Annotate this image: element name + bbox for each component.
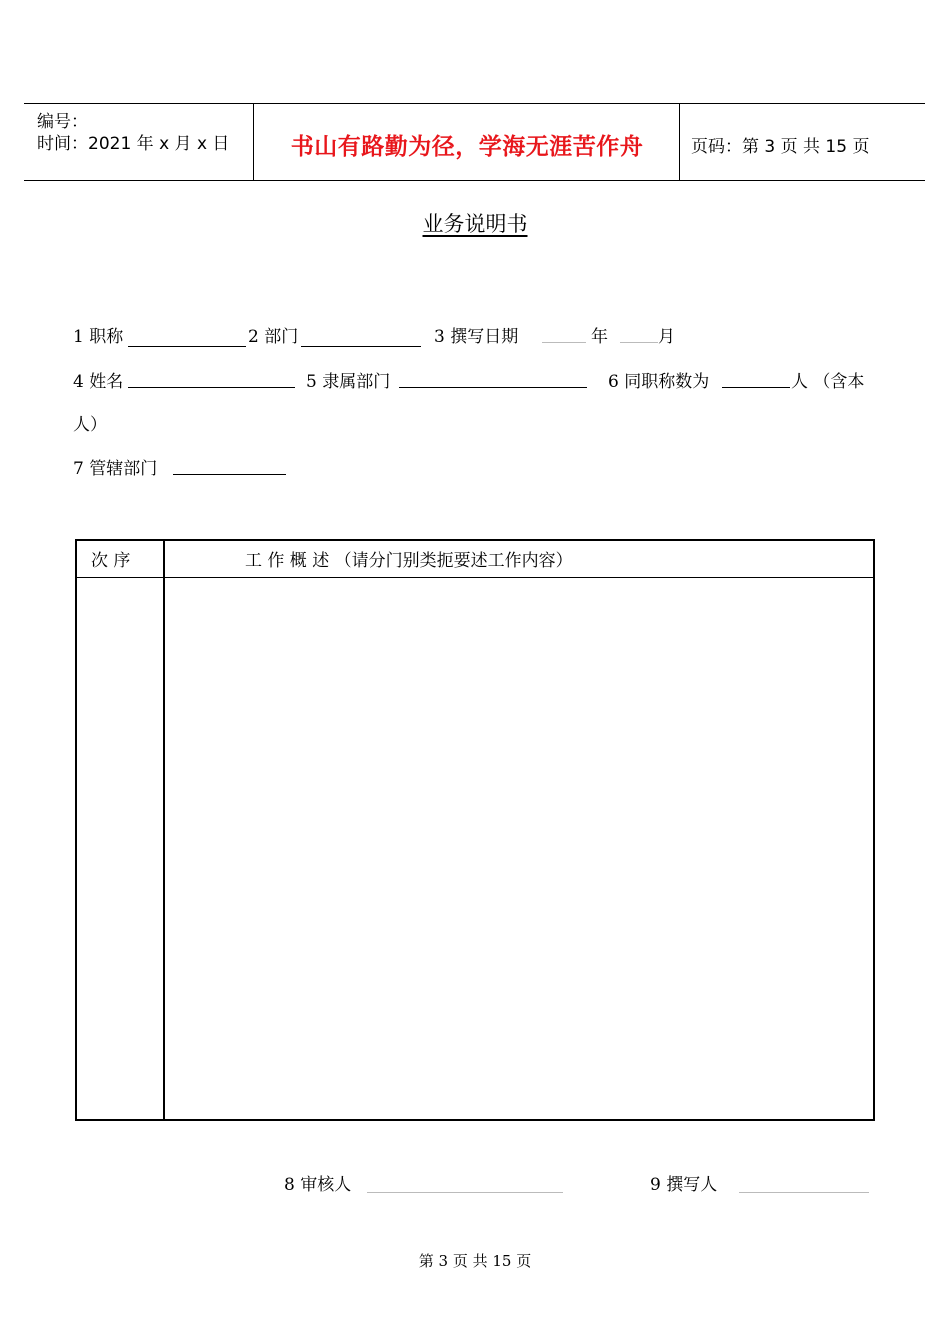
field-label-same-title-count: 6 同职称数为 — [608, 372, 710, 392]
table-cell-summary[interactable] — [165, 578, 873, 1119]
doc-time-label: 时间：2021 年 x 月 x 日 — [37, 134, 230, 154]
field-line-affiliated-department[interactable] — [399, 387, 587, 388]
field-line-name[interactable] — [128, 387, 295, 388]
field-label-managed-department: 7 管辖部门 — [73, 459, 158, 479]
field-label-people-unit: 人 （含本 — [791, 372, 865, 392]
signature-line-writer[interactable] — [739, 1192, 869, 1193]
signature-label-reviewer: 8 审核人 — [284, 1175, 352, 1195]
table-header-summary: 工 作 概 述 （请分门别类扼要述工作内容） — [245, 551, 573, 571]
header-divider-left — [253, 104, 254, 181]
field-label-title: 1 职称 — [73, 327, 124, 347]
header-bottom-rule — [24, 180, 925, 181]
header-motto: 书山有路勤为径，学海无涯苦作舟 — [290, 134, 644, 160]
field-label-affiliated-department: 5 隶属部门 — [306, 372, 391, 392]
work-summary-table — [75, 539, 875, 1121]
field-label-people-unit-cont: 人） — [73, 415, 107, 435]
field-label-month: 月 — [658, 327, 675, 347]
signature-line-reviewer[interactable] — [367, 1192, 563, 1193]
field-line-month[interactable] — [620, 342, 658, 343]
field-label-year: 年 — [591, 327, 608, 347]
header-top-rule — [24, 103, 925, 104]
table-cell-order[interactable] — [77, 578, 163, 1119]
field-line-managed-department[interactable] — [173, 474, 286, 475]
field-label-write-date: 3 撰写日期 — [434, 327, 519, 347]
field-line-department[interactable] — [301, 346, 421, 347]
footer-page-number: 第 3 页 共 15 页 — [418, 1252, 532, 1270]
field-line-title[interactable] — [128, 346, 246, 347]
field-line-year[interactable] — [542, 342, 586, 343]
header-divider-right — [679, 104, 680, 181]
page-title-text: 业务说明书 — [422, 212, 528, 236]
field-label-department: 2 部门 — [248, 327, 299, 347]
page-title — [0, 208, 950, 238]
field-label-name: 4 姓名 — [73, 372, 124, 392]
field-line-same-title-count[interactable] — [722, 387, 790, 388]
doc-number-label: 编号： — [37, 112, 88, 132]
header-page-code: 页码：第 3 页 共 15 页 — [691, 137, 870, 157]
table-header-order: 次 序 — [91, 551, 131, 571]
signature-label-writer: 9 撰写人 — [650, 1175, 718, 1195]
